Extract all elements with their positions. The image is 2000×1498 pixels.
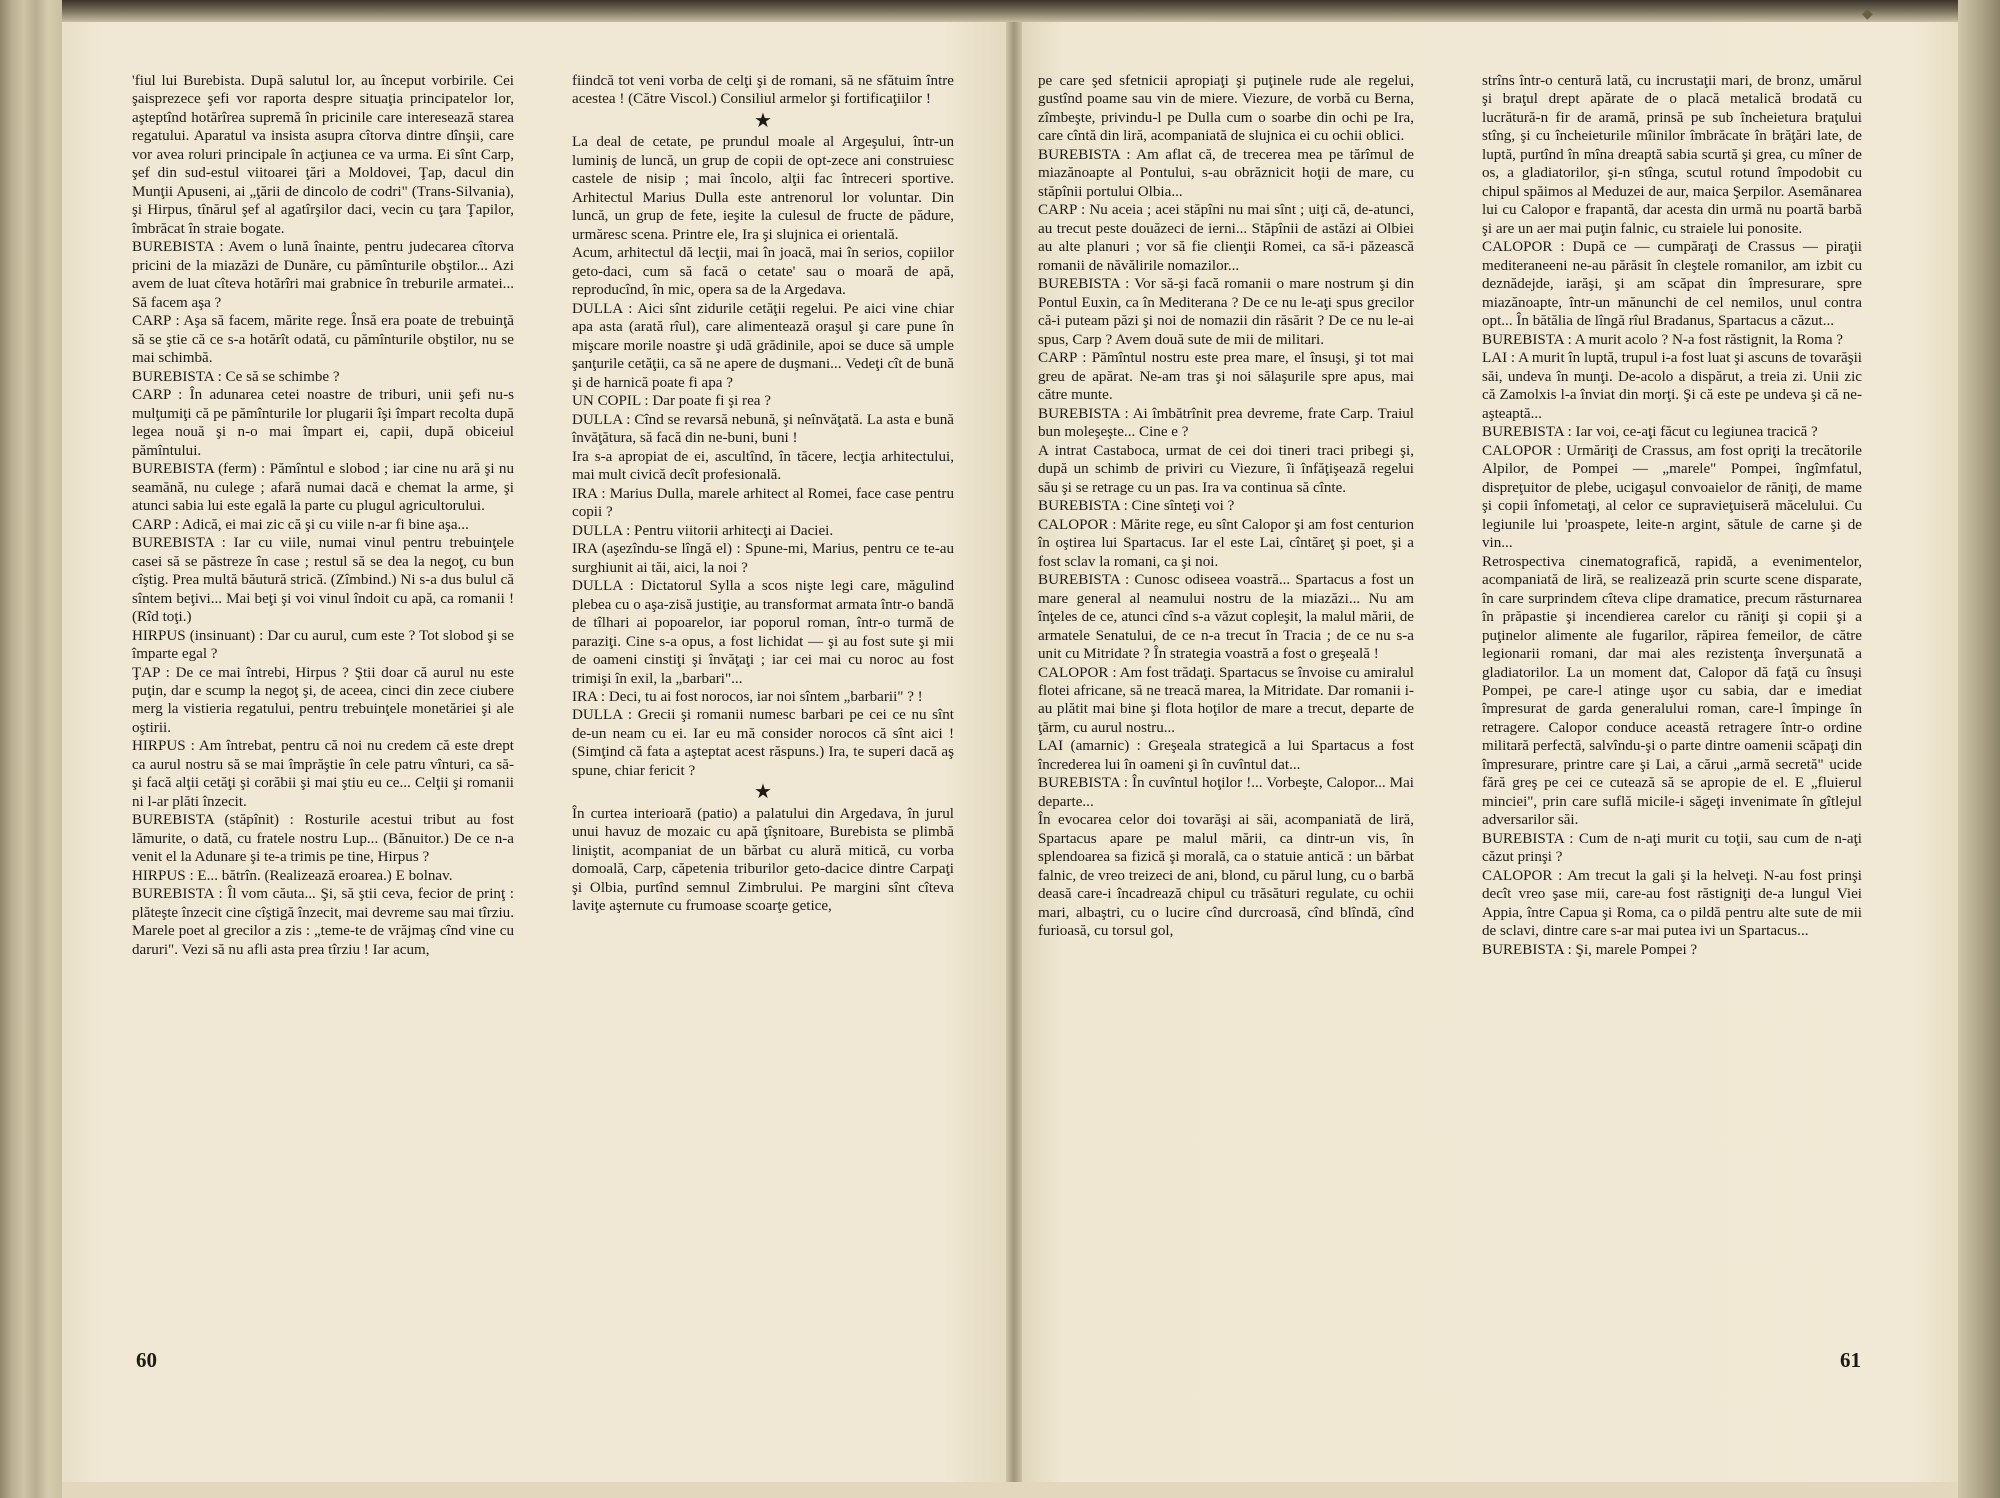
paragraph: BUREBISTA : Iar voi, ce-aţi făcut cu legiunea tracică ? bbox=[1482, 424, 1818, 441]
paragraph: DULLA : Dictatorul Sylla a scos nişte legi care, măgulind plebea cu o aşa-zisă justiţie, au transformat armata într-o bandă de tîlhari ai popoarelor, iar poporul roman, într-o turmă de paraziţi. Cine s-a opus, a fost lichidat — şi au fost sute şi mii de oameni cinstiţi şi învăţaţi ; iar cei mai cu noroc au fost trimişi în exil, la „barbari"... bbox=[572, 578, 954, 687]
paragraph: În curtea interioară (patio) a palatului din Argedava, în jurul unui havuz de mozaic cu apă ţîşnitoare, Burebista se plimbă liniştit, acompaniat de un bărbat cu alură mitică, cu vorba domoală, Carp, căpetenia triburilor geto-dacice dintre Carpaţi şi Olbia, purtînd semnul Zimbrului. Pe margini sînt cîteva laviţe aşternute cu frumoase scoarţe getice, bbox=[572, 805, 954, 915]
paragraph: BUREBISTA : A murit acolo ? N-a fost răstignit, la Roma ? bbox=[1482, 331, 1843, 348]
paragraph: HIRPUS : Am întrebat, pentru că noi nu credem că este drept ca aurul nostru să se mai împrăştie în cele patru vînturi, ca să-şi facă alţii cetăţi şi corăbii şi mai ştiu eu ce... Celţii şi romanii ni l-ar plăti înzecit. bbox=[132, 738, 514, 810]
paragraph: BUREBISTA : Am aflat că, de trecerea mea pe tărîmul de miazănoapte al Pontului, s-au obrăznicit hoţii de mare, cu stăpînii portului Olbia... bbox=[1038, 146, 1414, 200]
paragraph: BUREBISTA : Ce să se schimbe ? bbox=[132, 368, 340, 385]
paragraph: CARP : În adunarea cetei noastre de triburi, unii şefi nu-s mulţumiţi că pe pămînturile lor plugarii îşi împart recolta după legea nouă şi n-o mai împart ei, capii, după obiceiul pămîntului. bbox=[132, 387, 514, 459]
right-page-column-2 bbox=[1482, 72, 1862, 959]
paragraph: 'fiul lui Burebista. După salutul lor, au început vorbirile. Cei şaisprezece şefi vor raporta despre situaţia principatelor lor, aşteptînd hotărîrea supremă în pricinile care interesează starea regatului. Aparatul va insista asupra cîtorva dintre dînşii, care vor avea roluri principale în acţiunea ce va urma. Ei sînt Carp, şef din sud-estul viitoarei ţări a Moldovei, Ţap, dacul din Munţii Apuseni, ai „ţării de dincolo de codri" (Trans-Silvania), şi Hirpus, tînărul şef al agatîrşilor daci, vecin cu ţara Ţapilor, îmbrăcat în straie bogate. bbox=[132, 73, 514, 237]
paragraph: BUREBISTA : Cum de n-aţi murit cu toţii, sau cum de n-aţi căzut prinşi ? bbox=[1482, 830, 1862, 866]
paragraph: În evocarea celor doi tovarăşi ai săi, acompaniată de liră, Spartacus apare pe malul mării, ca dintr-un vis, în splendoarea sa fizică şi morală, ca o statuie antică : un bărbat falnic, de vreo treizeci de ani, blond, cu părul lung, cu o barbă deasă care-i încadrează chipul cu trăsături regulate, cu ochii mari, albaştri, cu o lucire cînd durcroasă, cînd blîndă, cînd furioasă, cu torsul gol, bbox=[1038, 812, 1414, 940]
corner-mark: ◆ bbox=[1862, 7, 1873, 22]
paragraph: CARP : Adică, ei mai zic că şi cu viile n-ar fi bine aşa... bbox=[132, 516, 469, 533]
paragraph: BUREBISTA : Îl vom căuta... Şi, să ştii ceva, fecior de prinţ : plăteşte înzecit cine cîştigă înzecit, mai devreme sau mai tîrziu. Marele poet al grecilor a zis : „teme-te de vrăjmaş cînd vine cu daruri". Vezi să nu afli asta prea tîrziu ! Iar acum, bbox=[132, 886, 514, 958]
paragraph: strîns într-o centură lată, cu incrustaţii mari, de bronz, umărul şi braţul drept apărate de o placă metalică brodată cu lucrătură-n fir de aramă, prinsă pe sub încheietura braţului stîng, şi cu încheieturile mîinilor îmbrăcate în brăţări late, de luptă, purtînd în mîna dreaptă sabia scurtă şi grea, cu mîner de os, a gladiatorilor, şi-n stînga, scutul rotund împodobit cu chipul spăimos al Meduzei de aur, maica Şerpilor. Asemănarea lui cu Calopor e frapantă, dar acesta din urmă nu poartă barbă şi are un aer mai puţin falnic, cu straiele lui ponosite. bbox=[1482, 73, 1862, 237]
paragraph: LAI (amarnic) : Greşeala strategică a lui Spartacus a fost încrederea lui în oameni şi în cuvîntul dat... bbox=[1038, 738, 1414, 773]
right-page-number: 61 bbox=[1840, 1348, 1861, 1372]
paragraph: CARP : Pămîntul nostru este prea mare, el însuşi, şi tot mai greu de apărat. Ne-am tras şi noi sălaşurile spre apus, mai către munte. bbox=[1038, 350, 1414, 404]
paragraph: HIRPUS : E... bătrîn. (Realizează eroarea.) E bolnav. bbox=[132, 867, 453, 884]
paragraph: UN COPIL : Dar poate fi şi rea ? bbox=[572, 393, 771, 410]
book-page-edges-left bbox=[0, 0, 62, 1498]
paragraph: DULLA : Aici sînt zidurile cetăţii regelui. Pe aici vine chiar apa asta (arată rîul), care alimentează oraşul şi care pune în mişcare morile noastre şi udă grădinile, apoi se duce să umple şanţurile cetăţii, ca să ne apere de duşmani... Vedeţi cît de bună şi de harnică poate fi apa ? bbox=[572, 300, 954, 391]
paragraph: IRA (aşezîndu-se lîngă el) : Spune-mi, Marius, pentru ce te-au surghiunit ai tăi, aici, la noi ? bbox=[572, 541, 954, 576]
paragraph: BUREBISTA : Cunosc odiseea voastră... Spartacus a fost un mare general al neamului nostru de la miazăzi... Nu am înţeles de ce, atunci cînd s-a văzut copleşit, la malul mării, de armatele Senatului, de ce n-a trecut în Tracia ; de ce nu s-a unit cu Mitridate ? În strategia voastră a fost o greşeală ! bbox=[1038, 572, 1414, 663]
paragraph: BUREBISTA : Cine sînteţi voi ? bbox=[1038, 498, 1235, 515]
paragraph: IRA : Deci, tu ai fost norocos, iar noi sîntem „barbarii" ? ! bbox=[572, 689, 923, 705]
paragraph: Retrospectiva cinematografică, rapidă, a evenimentelor, acompaniată de liră, se realizează prin scurte scene disparate, în care surprindem cîteva clipe dramatice, precum răsturnarea în prăpastie şi incendierea carelor cu răniţi şi copii şi a puţinelor alimente ale fugarilor, răpirea femeilor, de către legionarii romani, dar mai ales rezistenţa înverşunată a gladiatorilor. La un moment dat, Calopor dă faţă cu însuşi Pompei, pe care-l atinge uşor cu sabia, dar e imediat împresurat de garda generalului roman, care-l împinge în retragere. Calopor conduce această retragere într-o ordine militară perfectă, salvîndu-şi o parte dintre oamenii scăpaţi din împresurare, printre care şi Lai, a cărui „armă secretă" ucide fără greş pe cei ce cutează să se apropie de el. E „fluierul minciei", prin care suflă micile-i săgeţi invenimate în gîtlejul adversarilor săi. bbox=[1482, 553, 1862, 829]
right-page-column-1 bbox=[1038, 72, 1414, 941]
paragraph: BUREBISTA : În cuvîntul hoţilor !... Vorbeşte, Calopor... Mai departe... bbox=[1038, 775, 1414, 810]
paragraph: Acum, arhitectul dă lecţii, mai în joacă, mai în serios, copiilor geto-daci, cum să facă o cetate' sau o moară de apă, reproducînd, în mic, opera sa de la Argedava. bbox=[572, 245, 954, 299]
paragraph: BUREBISTA : Ai îmbătrînit prea devreme, frate Carp. Traiul bun moleşeşte... Cine e ? bbox=[1038, 405, 1414, 441]
left-page-column-2 bbox=[572, 72, 954, 916]
paragraph: fiindcă tot veni vorba de celţi şi de romani, să ne sfătuim între acestea ! (Către Viscol.) Consiliul armelor şi fortificaţiilor ! bbox=[572, 73, 954, 108]
paragraph: BUREBISTA : Vor să-şi facă romanii o mare nostrum şi din Pontul Euxin, ca în Mediterana ? De ce nu le-aţi spus grecilor că-i puteam păzi şi noi de nomazii din răsărit ? De ce nu le-ai spus, Carp ? Avem două sute de mii de militari. bbox=[1038, 276, 1414, 348]
left-page-number: 60 bbox=[136, 1348, 157, 1372]
section-separator: ★ bbox=[754, 781, 772, 804]
paragraph: DULLA : Pentru viitorii arhitecţi ai Daciei. bbox=[572, 522, 834, 539]
book-gutter bbox=[1006, 22, 1022, 1482]
paragraph: CARP : Aşa să facem, mărite rege. Însă era poate de trebuinţă să se ştie că ce s-a hotărît odată, cu pămînturile obştilor, nu se mai schimbă. bbox=[132, 313, 514, 367]
paragraph: BUREBISTA : Avem o lună înainte, pentru judecarea cîtorva pricini de la miazăzi de Dunăre, cu pămînturile obştilor... Azi avem de luat cîteva hotărîri mai grabnice în treburile armatei... Să facem aşa ? bbox=[132, 239, 514, 311]
paragraph: Ira s-a apropiat de ei, ascultînd, în tăcere, lecţia arhitectului, mai mult civică decît profesională. bbox=[572, 448, 954, 484]
paragraph: BUREBISTA : Şi, marele Pompei ? bbox=[1482, 941, 1698, 958]
paragraph: BUREBISTA : Iar cu viile, numai vinul pentru trebuinţele casei să se păstreze în case ; restul să se dea la negoţ, cu bun cîştig. Prea multă băutură strică. (Zîmbind.) Ni s-a dus bulul că sîntem beţivi... Mai beţi şi voi vinul îndoit cu apă, ca romanii ! (Rîd toţi.) bbox=[132, 535, 514, 626]
paragraph: CALOPOR : Urmăriţi de Crassus, am fost opriţi la trecătorile Alpilor, de Pompei — „marele" Pompei, îngîmfatul, dispreţuitor de plebe, ucigaşul convoaielor de răniţi, de mame şi copii înfometaţi, al celor ce supravieţuiseră măcelului. Cu legiunile lui 'proaspete, leite-n argint, sătule de carne şi de vin... bbox=[1482, 442, 1862, 552]
paragraph: pe care şed sfetnicii apropiaţi şi puţinele rude ale regelui, gustînd poame sau vin de miere. Viezure, de vorbă cu Berna, zîmbeşte, privindu-l pe Dulla cum o soarbe din ochi pe Ira, care cîntă din liră, acompaniată de slujnica ei cu ochii oblici. bbox=[1038, 73, 1414, 145]
book-top-shadow bbox=[0, 0, 2000, 22]
paragraph: BUREBISTA (stăpînit) : Rosturile acestui tribut au fost lămurite, o dată, cu fratele nostru Lup... (Bănuitor.) De ce n-a venit el la Adunare şi te-a trimis pe tine, Hirpus ? bbox=[132, 812, 514, 866]
paragraph: ŢAP : De ce mai întrebi, Hirpus ? Ştii doar că aurul nu este puţin, dar e scump la negoţ şi, de aceea, cinci din zece ciubere merg la vistieria regatului, pentru trebuinţele monetăriei şi ale oştirii. bbox=[132, 664, 514, 736]
paragraph: CARP : Nu aceia ; acei stăpîni nu mai sînt ; uiţi că, de-atunci, au trecut peste douăzeci de ierni... Stăpînii de astăzi ai Olbiei au alte planuri ; vor să fie clienţii Romei, ca să-i păzească romanii de năvălirile nomazilor... bbox=[1038, 202, 1414, 274]
section-separator: ★ bbox=[754, 109, 772, 132]
paragraph: LAI : A murit în luptă, trupul i-a fost luat şi ascuns de tovarăşii săi, undeva în munţi. De-acolo a dispărut, a treia zi. Unii zic că Zamolxis l-a înviat din morţi. Şi că este pe undeva şi că ne-aşteaptă... bbox=[1482, 350, 1862, 422]
paragraph: CALOPOR : Am trecut la gali şi la helveţi. N-au fost prinşi decît vreo şase mii, care-au fost răstigniţi de-a lungul Viei Appia, între Capua şi Roma, ca o pildă pentru alte sute de mii de sclavi, dintre care s-ar mai putea ivi un Spartacus... bbox=[1482, 867, 1862, 940]
book-page-edges-right bbox=[1958, 0, 2000, 1498]
left-page-column-1 bbox=[132, 72, 514, 959]
paragraph: DULLA : Cînd se revarsă nebună, şi neînvăţată. La asta e bună învăţătura, să facă din ne-buni, buni ! bbox=[572, 411, 954, 447]
paragraph: CALOPOR : Mărite rege, eu sînt Calopor şi am fost centurion în oştirea lui Spartacus. Iar el este Lai, cîntăreţ şi poet, şi a fost sclav la romani, ca şi noi. bbox=[1038, 516, 1414, 570]
paragraph: BUREBISTA (ferm) : Pămîntul e slobod ; iar cine nu ară şi nu seamănă, nu culege ; afară numai dacă e chemat la arme, şi atunci sabia lui este egală la parte cu plugul agricultorului. bbox=[132, 461, 514, 515]
paragraph: CALOPOR : După ce — cumpăraţi de Crassus — piraţii mediteraneeni ne-au părăsit în cleştele romanilor, am izbit cu deznădejde, iarăşi, şi am scăpat din împresurare, spre miazănoapte, într-un mănunchi de cel nemilos, unul contra opt... În bătălia de lîngă rîul Bradanus, Spartacus a căzut... bbox=[1482, 239, 1862, 330]
paragraph: DULLA : Grecii şi romanii numesc barbari pe cei ce nu sînt de-un neam cu ei. Iar eu mă consider norocos că sînt aici ! (Simţind că fata a aşteptat acest răspuns.) Ira, te superi dacă aş spune, chiar fericit ? bbox=[572, 707, 954, 779]
paragraph: IRA : Marius Dulla, marele arhitect al Romei, face case pentru copii ? bbox=[572, 485, 954, 521]
paragraph: A intrat Castaboca, urmat de cei doi tineri traci pribegi şi, după un schimb de priviri cu Viezure, îi înfăţişează regelui său şi se retrage cu un pas. Ira va continua să cînte. bbox=[1038, 442, 1414, 496]
paragraph: HIRPUS (insinuant) : Dar cu aurul, cum este ? Tot slobod şi se împarte egal ? bbox=[132, 627, 514, 663]
paragraph: CALOPOR : Am fost trădaţi. Spartacus se învoise cu amiralul flotei africane, să ne treacă marea, la Mitridate. Dar romanii i-au plătit mai bine şi flota hoţilor de mare a trecut, departe de ţărm, cu aurul nostru... bbox=[1038, 664, 1414, 736]
paragraph: La deal de cetate, pe prundul moale al Argeşului, într-un luminiş de luncă, un grup de copii de opt-zece ani construiesc castele de nisip ; mai încolo, alţii fac întreceri sportive. Arhitectul Marius Dulla este antrenorul lor voluntar. Din luncă, un grup de fete, ieşite la culesul de fructe de pădure, urmăresc scena. Printre ele, Ira şi slujnica ei orientală. bbox=[572, 134, 954, 243]
